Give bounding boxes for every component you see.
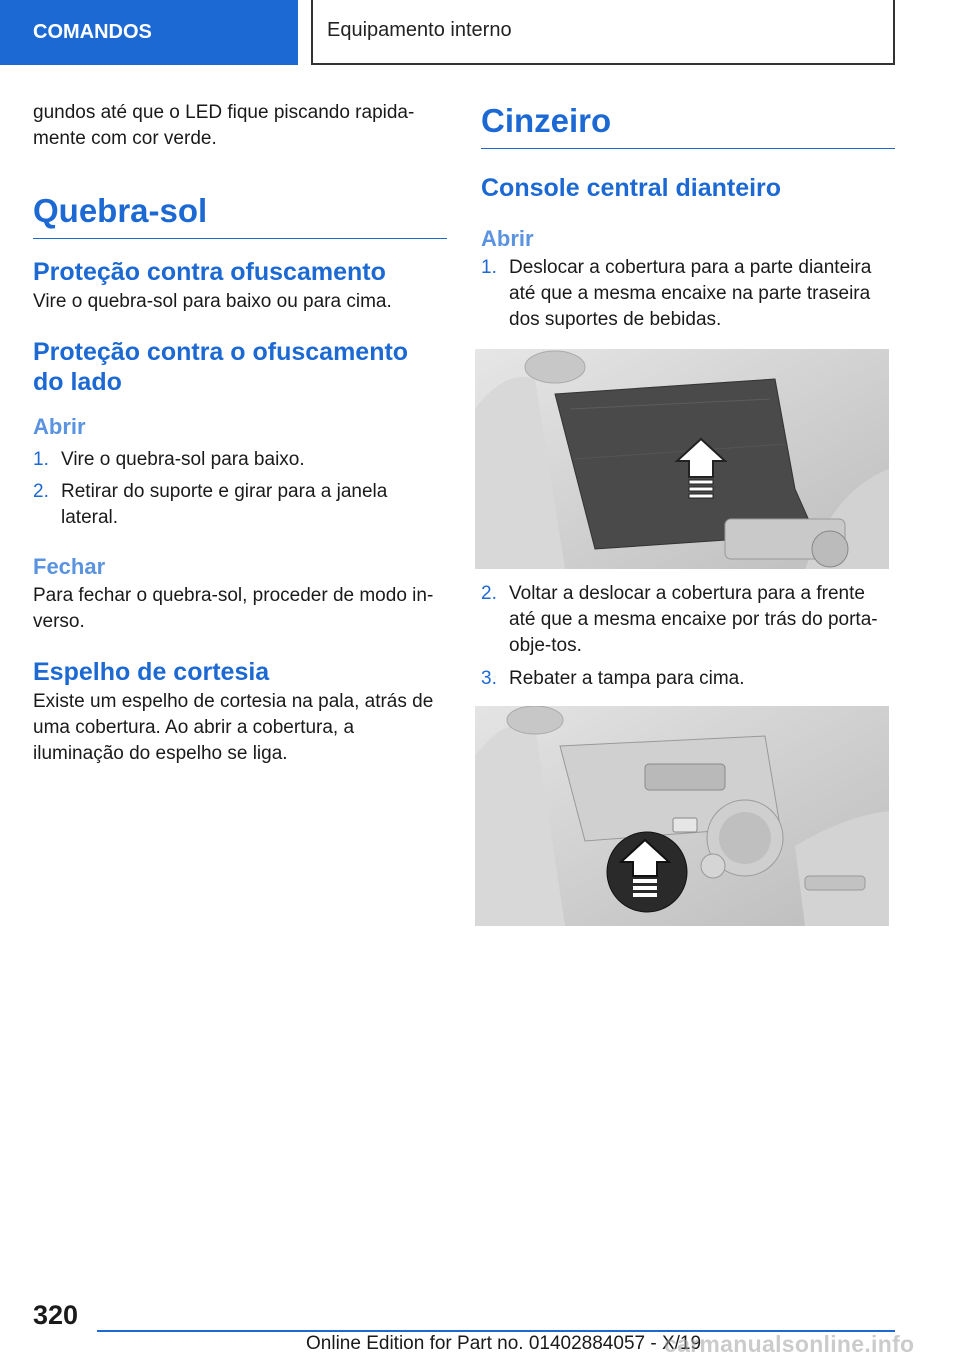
section-label: COMANDOS xyxy=(33,21,152,43)
step-number: 1. xyxy=(481,257,497,278)
protecao-ofuscamento-heading: Proteção contra ofuscamento xyxy=(33,258,386,286)
abrir-steps-left xyxy=(33,447,447,531)
quebra-sol-heading: Quebra-sol xyxy=(33,192,447,239)
watermark-logo: carmanualsonline.info xyxy=(664,1331,915,1357)
list-item xyxy=(481,255,895,333)
page-number: 320 xyxy=(33,1300,79,1330)
step-text: Retirar do suporte e girar para a janela lateral. xyxy=(61,481,388,528)
fechar-text: Para fechar o quebra-sol, proceder de modo in-verso. xyxy=(33,585,434,632)
console-cover-image xyxy=(475,349,889,569)
step-number: 3. xyxy=(481,668,497,689)
intro-text: gundos até que o LED fique piscando rapida-mente com cor verde. xyxy=(33,102,415,149)
espelho-text: Existe um espelho de cortesia na pala, atrás de uma cobertura. Ao abrir a cobertura, a iluminação do espelho se liga. xyxy=(33,691,434,764)
abrir-heading-right: Abrir xyxy=(481,226,534,251)
step-text: Vire o quebra-sol para baixo. xyxy=(61,449,305,470)
chapter-label: Equipamento interno xyxy=(327,19,512,41)
protecao-lado-heading: Proteção contra o ofuscamento do lado xyxy=(33,338,409,396)
espelho-heading: Espelho de cortesia xyxy=(33,658,270,686)
ashtray-lid-image xyxy=(475,706,889,926)
abrir-steps-right-2 xyxy=(481,581,895,692)
section-tab xyxy=(0,0,298,65)
ashtray-lid-illustration xyxy=(475,706,889,926)
abrir-heading-left: Abrir xyxy=(33,414,86,439)
step-text: Rebater a tampa para cima. xyxy=(509,668,745,689)
left-column xyxy=(33,100,447,767)
abrir-steps-right-1 xyxy=(481,255,895,333)
list-item xyxy=(481,666,895,692)
step-number: 1. xyxy=(33,449,49,470)
step-text: Voltar a deslocar a cobertura para a frente até que a mesma encaixe por trás do porta-obje-tos. xyxy=(509,583,878,656)
step-number: 2. xyxy=(481,583,497,604)
edition-text: Online Edition for Part no. 01402884057 - X/19 xyxy=(306,1333,702,1354)
list-item xyxy=(481,581,895,659)
right-column xyxy=(481,100,895,926)
console-central-heading: Console central dianteiro xyxy=(481,174,782,202)
chapter-header xyxy=(311,0,895,65)
list-item xyxy=(33,447,447,473)
step-number: 2. xyxy=(33,481,49,502)
list-item xyxy=(33,479,447,531)
protecao-ofuscamento-text: Vire o quebra-sol para baixo ou para cima. xyxy=(33,291,392,312)
cinzeiro-heading: Cinzeiro xyxy=(481,102,895,149)
console-cover-illustration xyxy=(475,349,889,569)
step-text: Deslocar a cobertura para a parte dianteira até que a mesma encaixe na parte traseira dos suportes de bebidas. xyxy=(509,257,872,330)
fechar-heading: Fechar xyxy=(33,554,106,579)
